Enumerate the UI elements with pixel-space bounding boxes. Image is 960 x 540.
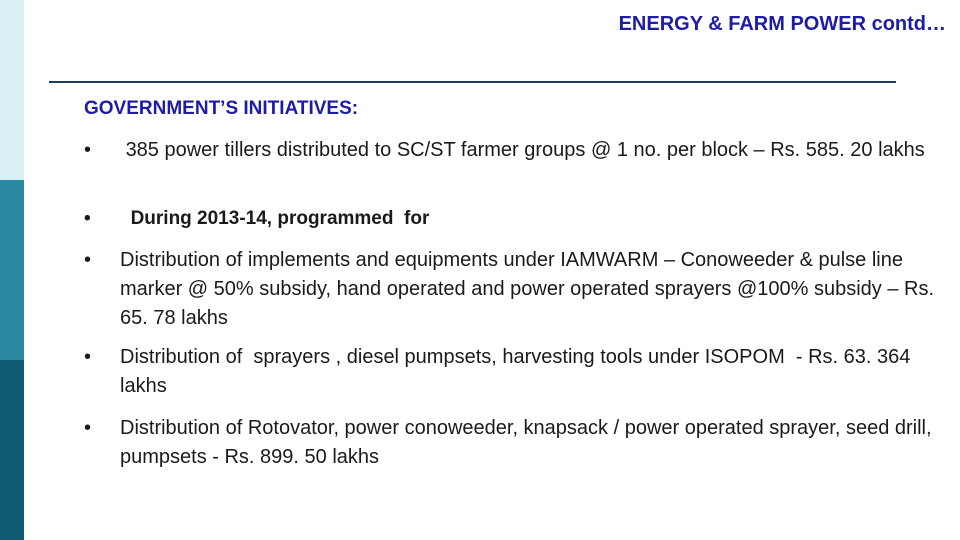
sidebar-decor-top (0, 0, 24, 180)
bullet-text: Distribution of Rotovator, power conoweeder, knapsack / power operated sprayer, seed drill, pumpsets - Rs. 899. 50 lakhs (120, 417, 932, 468)
bullet-dot: • (84, 346, 92, 368)
bullet-item (84, 136, 934, 165)
bullet-item (84, 343, 934, 401)
bullet-dot: • (84, 208, 91, 229)
bullet-text: During 2013-14, programmed for (120, 208, 430, 229)
bullet-item (84, 204, 934, 233)
bullet-item (84, 414, 934, 472)
bullet-text: 385 power tillers distributed to SC/ST farmer groups @ 1 no. per block – Rs. 585. 20 lakhs (120, 139, 925, 161)
bullet-dot: • (84, 249, 92, 271)
sidebar-decor-middle (0, 180, 24, 360)
section-heading: GOVERNMENT’S INITIATIVES: (84, 98, 359, 119)
bullet-item (84, 246, 934, 333)
bullet-text: Distribution of sprayers , diesel pumpsets, harvesting tools under ISOPOM - Rs. 63. 364 lakhs (120, 346, 916, 397)
bullet-dot: • (84, 139, 92, 161)
slide-title: ENERGY & FARM POWER contd… (618, 13, 946, 35)
sidebar-decor-bottom (0, 360, 24, 540)
bullet-text: Distribution of implements and equipments under IAMWARM – Conoweeder & pulse line marker @ 50% subsidy, hand operated and power operated sprayers @100% subsidy – Rs. 65. 78 lakhs (120, 249, 935, 329)
title-divider (49, 81, 896, 83)
bullet-dot: • (84, 417, 92, 439)
